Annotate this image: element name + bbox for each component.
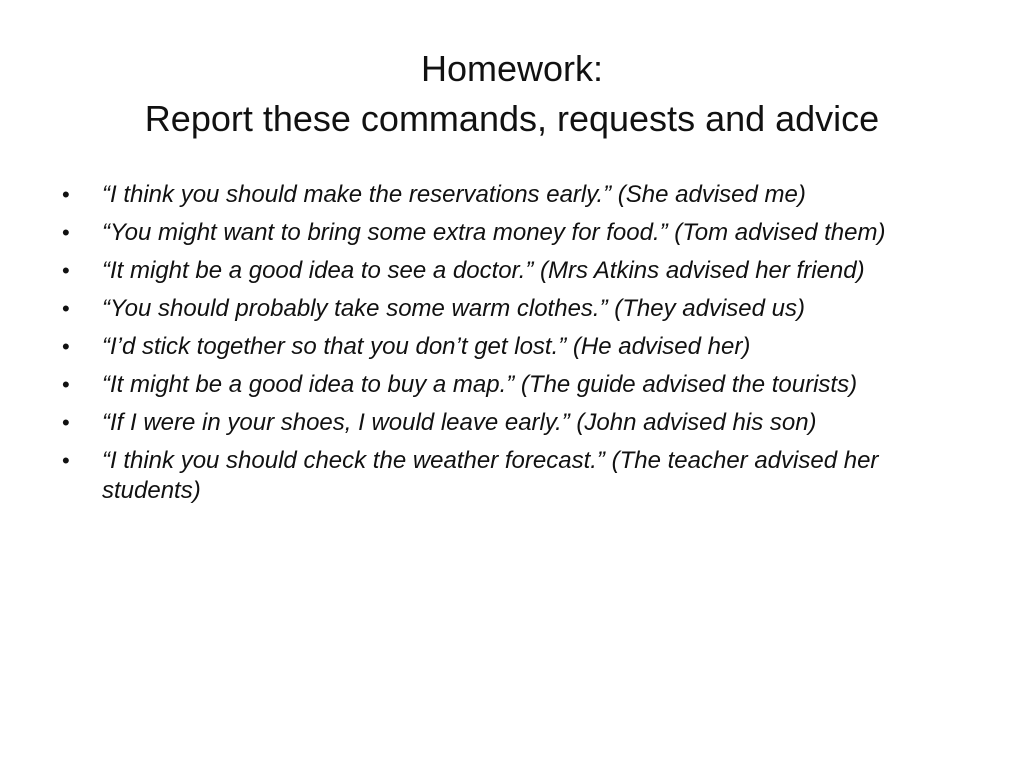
list-item-text: “I think you should check the weather forecast.” (The teacher advised her students) <box>102 447 879 504</box>
title-line-1: Homework: <box>420 48 604 89</box>
list-item <box>56 370 976 400</box>
bullet-icon: • <box>62 448 70 473</box>
title-line-2: Report these commands, requests and advice <box>144 98 880 139</box>
list-item <box>56 294 976 324</box>
list-item-text: “I’d stick together so that you don’t get lost.” (He advised her) <box>102 333 751 360</box>
list-item <box>56 446 976 506</box>
bullet-icon: • <box>62 258 70 283</box>
bullet-icon: • <box>62 372 70 397</box>
list-item <box>56 408 976 438</box>
list-item-text: “It might be a good idea to see a doctor.” (Mrs Atkins advised her friend) <box>102 257 865 284</box>
bullet-icon: • <box>62 182 70 207</box>
list-item <box>56 332 976 362</box>
bullet-icon: • <box>62 296 70 321</box>
list-item-text: “It might be a good idea to buy a map.” (The guide advised the tourists) <box>102 371 858 398</box>
bullet-icon: • <box>62 220 70 245</box>
list-item <box>56 256 976 286</box>
list-item <box>56 180 976 210</box>
bullet-icon: • <box>62 334 70 359</box>
list-item-text: “You might want to bring some extra money for food.” (Tom advised them) <box>102 219 886 246</box>
list-item-text: “If I were in your shoes, I would leave early.” (John advised his son) <box>102 409 817 436</box>
slide-title <box>40 44 984 144</box>
bullet-icon: • <box>62 410 70 435</box>
list-item <box>56 218 976 248</box>
list-item-text: “I think you should make the reservations early.” (She advised me) <box>102 181 806 208</box>
bullet-list <box>56 180 976 514</box>
list-item-text: “You should probably take some warm clothes.” (They advised us) <box>102 295 805 322</box>
